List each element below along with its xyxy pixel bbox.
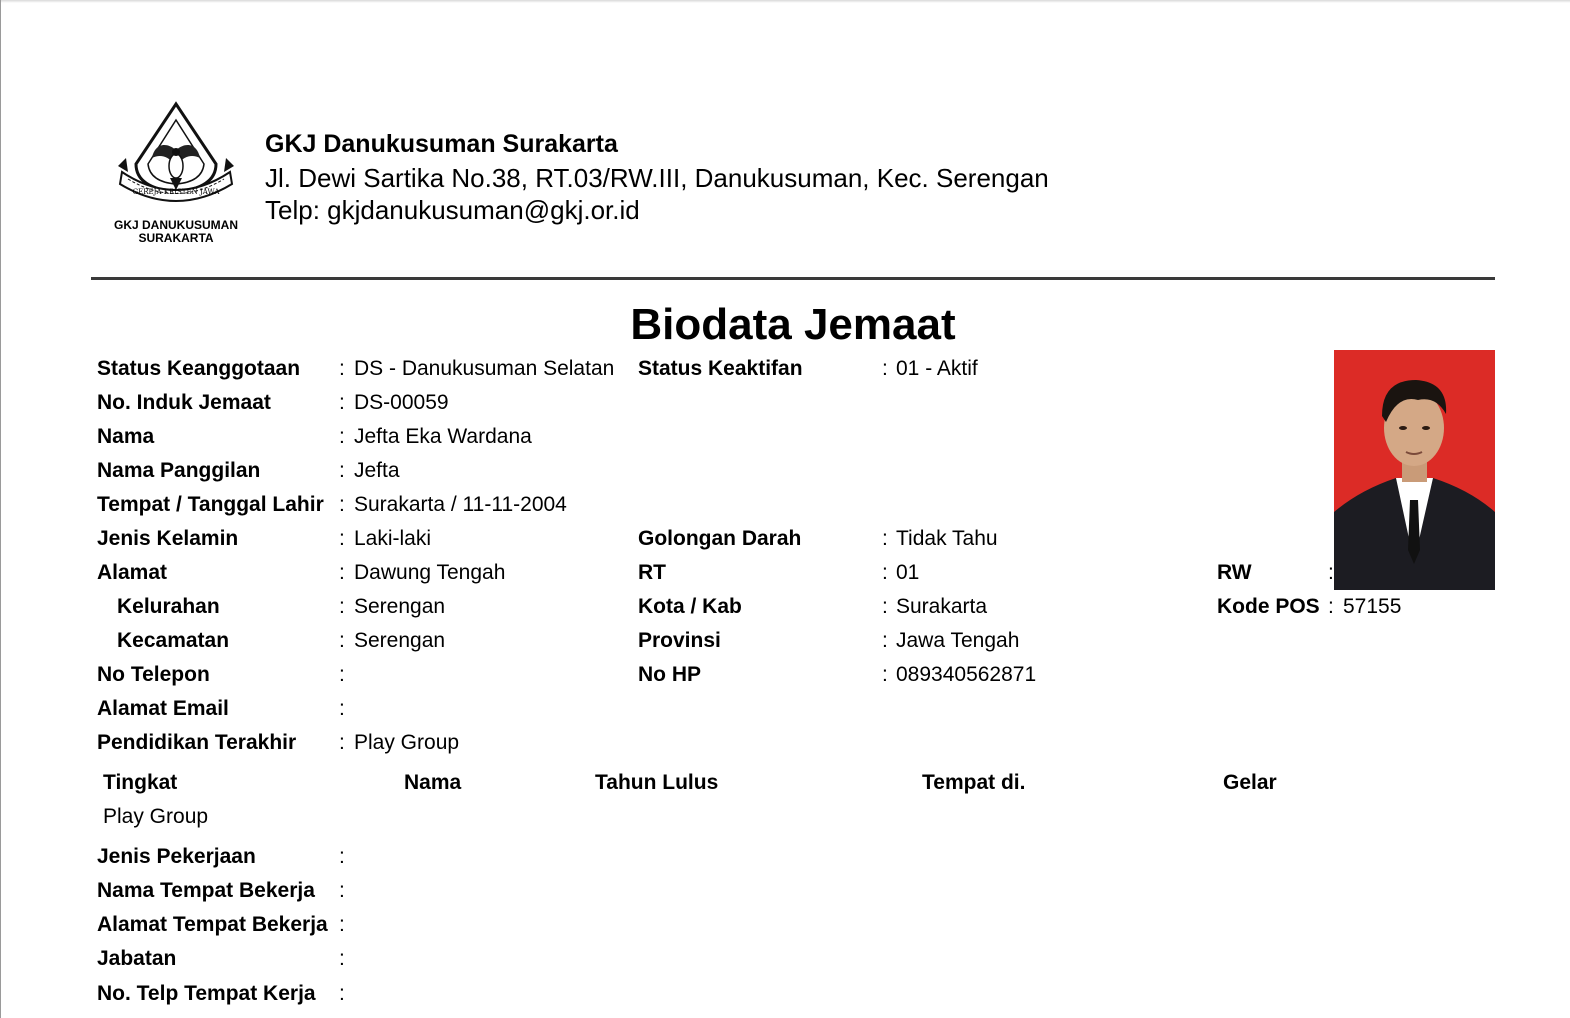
value-provinsi: Jawa Tengah bbox=[896, 629, 1020, 652]
colon: : bbox=[339, 391, 345, 414]
colon: : bbox=[882, 595, 888, 618]
colon: : bbox=[339, 561, 345, 584]
edu-header-nama: Nama bbox=[404, 771, 462, 794]
colon: : bbox=[882, 357, 888, 380]
label-rw: RW bbox=[1217, 561, 1252, 584]
label-jenis-kelamin: Jenis Kelamin bbox=[97, 527, 239, 550]
edu-header-tahun-lulus: Tahun Lulus bbox=[595, 771, 719, 794]
colon: : bbox=[882, 527, 888, 550]
label-kelurahan: Kelurahan bbox=[117, 595, 220, 618]
label-jenis-pekerjaan: Jenis Pekerjaan bbox=[97, 845, 256, 868]
page-left-edge bbox=[0, 0, 1, 1018]
colon: : bbox=[882, 561, 888, 584]
logo-caption-line1: GKJ DANUKUSUMAN bbox=[113, 218, 238, 232]
label-no-telepon: No Telepon bbox=[97, 663, 210, 686]
colon: : bbox=[339, 459, 345, 482]
church-emblem-icon bbox=[112, 100, 240, 212]
value-status-keanggotaan: DS - Danukusuman Selatan bbox=[354, 357, 615, 380]
label-rt: RT bbox=[638, 561, 666, 584]
colon: : bbox=[339, 879, 345, 902]
label-nama-panggilan: Nama Panggilan bbox=[97, 459, 261, 482]
colon: : bbox=[339, 493, 345, 516]
label-no-telp-tempat-kerja: No. Telp Tempat Kerja bbox=[97, 982, 316, 1005]
value-kode-pos: 57155 bbox=[1343, 595, 1402, 618]
church-logo bbox=[108, 96, 244, 248]
label-alamat-tempat-bekerja: Alamat Tempat Bekerja bbox=[97, 913, 328, 936]
colon: : bbox=[339, 845, 345, 868]
logo-caption-line2: SURAKARTA bbox=[138, 231, 214, 245]
edu-header-tempat: Tempat di. bbox=[922, 771, 1026, 794]
colon: : bbox=[339, 595, 345, 618]
label-jabatan: Jabatan bbox=[97, 947, 177, 970]
value-golongan-darah: Tidak Tahu bbox=[896, 527, 998, 550]
logo-ribbon-text: GEREJA KRISTEN JAWA bbox=[132, 188, 220, 196]
label-nama: Nama bbox=[97, 425, 155, 448]
value-nama-panggilan: Jefta bbox=[354, 459, 400, 482]
value-nama: Jefta Eka Wardana bbox=[354, 425, 532, 448]
page-title: Biodata Jemaat bbox=[630, 300, 956, 349]
label-alamat-email: Alamat Email bbox=[97, 697, 229, 720]
colon: : bbox=[882, 629, 888, 652]
member-photo bbox=[1334, 350, 1495, 590]
edu-header-tingkat: Tingkat bbox=[103, 771, 178, 794]
value-kota-kab: Surakarta bbox=[896, 595, 988, 618]
label-nama-tempat-bekerja: Nama Tempat Bekerja bbox=[97, 879, 315, 902]
colon: : bbox=[882, 663, 888, 686]
label-pendidikan-terakhir: Pendidikan Terakhir bbox=[97, 731, 297, 754]
value-kelurahan: Serengan bbox=[354, 595, 446, 618]
value-no-induk: DS-00059 bbox=[354, 391, 449, 414]
colon: : bbox=[339, 947, 345, 970]
organization-address: Jl. Dewi Sartika No.38, RT.03/RW.III, Danukusuman, Kec. Serengan bbox=[265, 163, 1049, 193]
colon: : bbox=[339, 629, 345, 652]
label-no-induk: No. Induk Jemaat bbox=[97, 391, 271, 414]
colon: : bbox=[339, 913, 345, 936]
colon: : bbox=[339, 697, 345, 720]
label-provinsi: Provinsi bbox=[638, 629, 721, 652]
colon: : bbox=[339, 425, 345, 448]
header-divider bbox=[91, 277, 1495, 280]
label-alamat: Alamat bbox=[97, 561, 168, 584]
label-status-keaktifan: Status Keaktifan bbox=[638, 357, 803, 380]
value-tempat-tanggal-lahir: Surakarta / 11-11-2004 bbox=[354, 493, 567, 516]
colon: : bbox=[339, 731, 345, 754]
colon: : bbox=[339, 982, 345, 1005]
label-kota-kab: Kota / Kab bbox=[638, 595, 742, 618]
label-golongan-darah: Golongan Darah bbox=[638, 527, 802, 550]
label-no-hp: No HP bbox=[638, 663, 701, 686]
colon: : bbox=[339, 663, 345, 686]
label-kecamatan: Kecamatan bbox=[117, 629, 230, 652]
colon: : bbox=[1328, 595, 1334, 618]
label-kode-pos: Kode POS bbox=[1217, 595, 1320, 618]
value-pendidikan-terakhir: Play Group bbox=[354, 731, 460, 754]
organization-name: GKJ Danukusuman Surakarta bbox=[265, 130, 618, 158]
edu-header-gelar: Gelar bbox=[1223, 771, 1277, 794]
value-status-keaktifan: 01 - Aktif bbox=[896, 357, 978, 380]
colon: : bbox=[339, 527, 345, 550]
colon: : bbox=[339, 357, 345, 380]
value-rt: 01 bbox=[896, 561, 920, 584]
organization-contact: Telp: gkjdanukusuman@gkj.or.id bbox=[265, 195, 640, 225]
page-top-shadow bbox=[0, 0, 1570, 3]
label-status-keanggotaan: Status Keanggotaan bbox=[97, 357, 301, 380]
label-tempat-tanggal-lahir: Tempat / Tanggal Lahir bbox=[97, 493, 324, 516]
edu-cell-tingkat: Play Group bbox=[103, 805, 209, 828]
colon: : bbox=[1328, 561, 1334, 584]
portrait-icon bbox=[1334, 350, 1495, 590]
value-alamat: Dawung Tengah bbox=[354, 561, 506, 584]
value-jenis-kelamin: Laki-laki bbox=[354, 527, 432, 550]
value-kecamatan: Serengan bbox=[354, 629, 446, 652]
value-no-hp: 089340562871 bbox=[896, 663, 1037, 686]
